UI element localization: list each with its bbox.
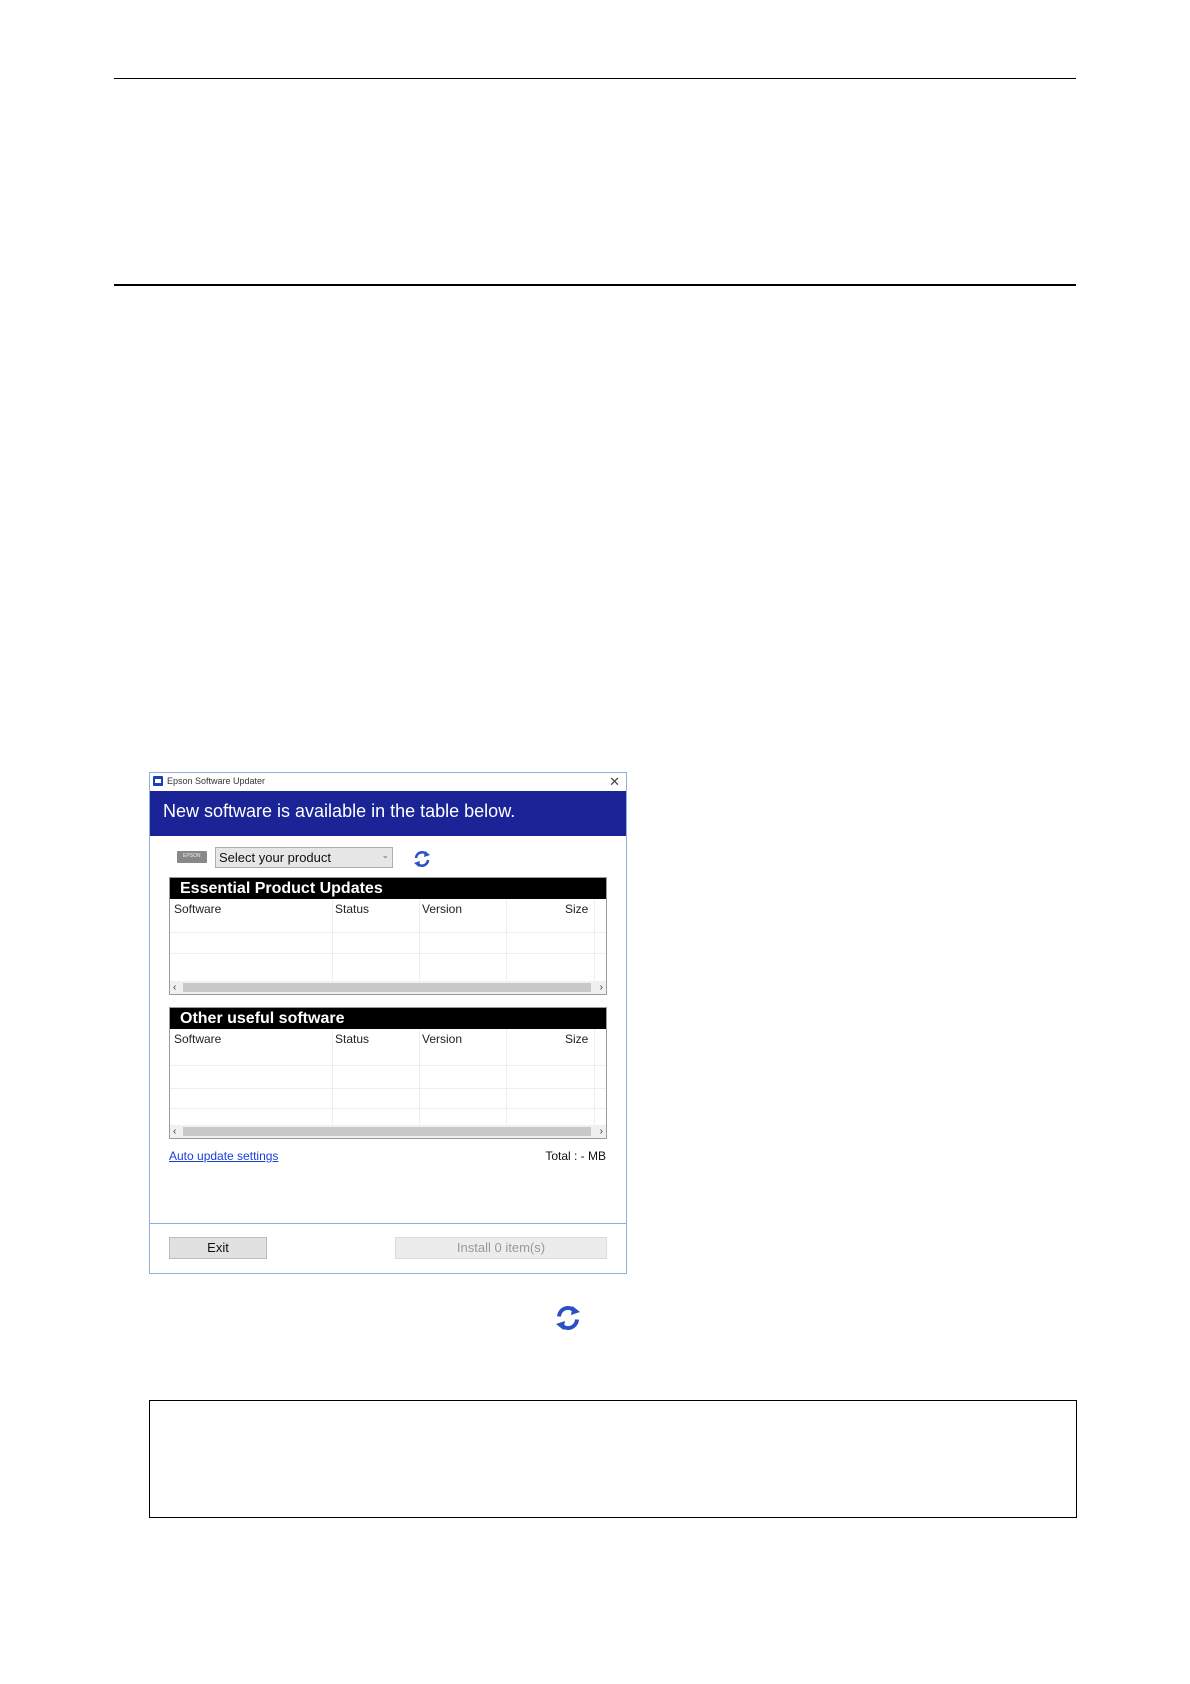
column-divider [332, 899, 333, 981]
column-software[interactable]: Software [174, 1032, 222, 1046]
chevron-down-icon: ⌄ [381, 850, 389, 860]
other-software-table [169, 1007, 607, 1139]
column-status[interactable]: Status [335, 902, 370, 916]
banner-text: New software is available in the table below. [163, 801, 516, 821]
column-software[interactable]: Software [174, 902, 222, 916]
scroll-left-icon[interactable]: ‹ [173, 1126, 177, 1137]
printer-icon [177, 851, 207, 863]
refresh-icon [553, 1303, 583, 1333]
column-size[interactable]: Size [565, 902, 589, 916]
column-divider [419, 899, 420, 981]
column-version[interactable]: Version [422, 902, 463, 916]
table-row [170, 1088, 606, 1089]
other-software-heading: Other useful software [170, 1008, 606, 1029]
refresh-icon[interactable] [412, 849, 432, 869]
column-status[interactable]: Status [335, 1032, 370, 1046]
essential-updates-heading: Essential Product Updates [170, 878, 606, 899]
product-select-value: Select your product [219, 850, 332, 865]
exit-button[interactable]: Exit [169, 1237, 267, 1259]
total-size: Total : - MB [545, 1149, 606, 1163]
epson-updater-window [149, 772, 627, 1274]
title-bar [150, 773, 626, 791]
table-header-row [170, 1029, 606, 1049]
table-row [170, 953, 606, 954]
footer-divider [150, 1223, 626, 1224]
window-title: Epson Software Updater [167, 776, 266, 786]
column-size[interactable]: Size [565, 1032, 589, 1046]
column-version[interactable]: Version [422, 1032, 463, 1046]
status-banner [150, 791, 626, 836]
column-divider [419, 1029, 420, 1125]
column-divider [332, 1029, 333, 1125]
close-button[interactable]: ✕ [609, 774, 620, 789]
essential-updates-table [169, 877, 607, 995]
scroll-right-icon[interactable]: › [599, 1126, 603, 1137]
table-header-row [170, 899, 606, 919]
scroll-left-icon[interactable]: ‹ [173, 982, 177, 993]
column-divider [506, 1029, 507, 1125]
install-button[interactable]: Install 0 item(s) [395, 1237, 607, 1259]
section-rule [114, 284, 1076, 286]
column-divider [594, 899, 595, 981]
note-box [149, 1400, 1077, 1518]
table-row [170, 932, 606, 933]
product-select[interactable] [215, 847, 393, 868]
scroll-right-icon[interactable]: › [599, 982, 603, 993]
table-row [170, 1108, 606, 1109]
auto-update-settings-link[interactable]: Auto update settings [169, 1149, 279, 1163]
horizontal-scrollbar[interactable] [170, 981, 606, 994]
column-divider [506, 899, 507, 981]
horizontal-scrollbar[interactable] [170, 1125, 606, 1138]
app-icon [153, 776, 163, 786]
column-divider [594, 1029, 595, 1125]
scroll-thumb[interactable] [183, 983, 591, 992]
scroll-thumb[interactable] [183, 1127, 591, 1136]
table-row [170, 1065, 606, 1066]
page-header-rule [114, 78, 1076, 79]
